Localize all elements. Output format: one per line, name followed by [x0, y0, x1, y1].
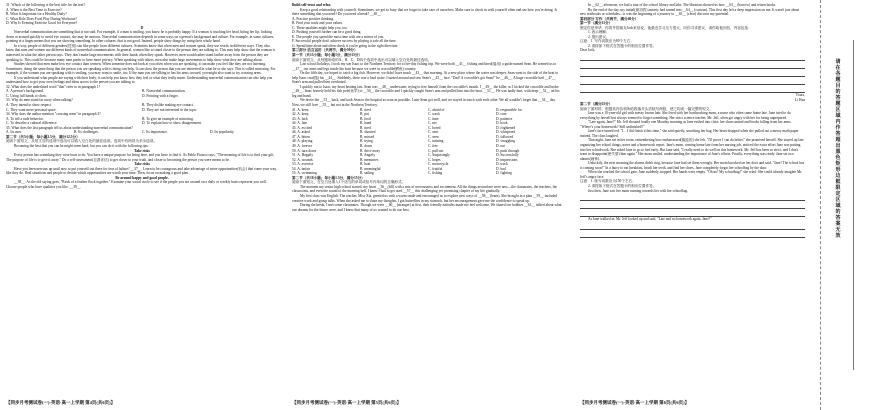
- cloze-option: B. memories: [360, 157, 379, 162]
- cloze-option: C. time: [428, 116, 439, 121]
- option: D. Why Is Evening Exercise Good for Everyone?: [6, 21, 78, 26]
- cloze-option: 51. A. Happily: [292, 153, 314, 158]
- cloze-option: D. out: [496, 143, 505, 148]
- option: E. The people you spend the most time with are a mirror of you.: [292, 34, 385, 39]
- cloze-option: C. sent: [428, 130, 438, 135]
- writing-line[interactable]: [580, 222, 805, 230]
- cloze-option: C. pull out: [428, 148, 444, 153]
- cloze-option: D. cure: [496, 112, 507, 117]
- column-3: [580, 3, 805, 238]
- paragraph: Have you been nervous up until now to put yourself out there for fear of failure? __37__. Learn to be courageous and take advantage of more opportunities(机会) that come your way, like they do. Real situations and people to decide which opportunities are worth your time. Then, focus on making a good plan.: [6, 166, 277, 176]
- option: B. Find your track and your values.: [292, 21, 343, 26]
- question-32: 32. What does the underlined word "that" refer to in paragraph 1?: [6, 84, 101, 89]
- signature: Li Hua: [794, 97, 805, 102]
- section-heading: 第一节（满分15分）: [580, 21, 613, 26]
- continuation-prompt: As Jane walked in, Mr. Jeff looked up and said, "Late and no homework again, Jane?": [588, 217, 712, 222]
- cloze-option: 43. A. luck: [292, 116, 308, 121]
- cloze-option: 47. A. bitten: [292, 134, 310, 139]
- cloze-option: D. fighting: [496, 171, 512, 176]
- paragraph: "Late again, Jane?" Mr. Jeff shouted loudly one Monday morning as Jane rushed into class: her shoes untied and books falling from her arms. "Where's your homework? Still unfinished?": [580, 120, 792, 129]
- column-2: [292, 3, 564, 212]
- cloze-option: C. net: [428, 121, 437, 126]
- options-34: A. To tell a rude behavior. B. To give an example of mirroring. C. To describe a cultural difference. D. To explain how to show disagreement.: [6, 116, 202, 126]
- writing-line[interactable]: [580, 85, 805, 93]
- cloze-option: 55. A. swimming: [292, 171, 317, 176]
- writing-line[interactable]: [580, 61, 805, 69]
- paragraph: Unluckily, the next morning the alarms didn't ring, because Jane had set them wrongly. Her mom knocked on her door and said, "Jane! The school bus is coming soon!" In a hurry to eat breakfast, brush her teeth, and find her shoes, Jane completely forgot her schoolbag by the door.: [580, 161, 805, 170]
- paragraph: I quickly ran to Isaac, my heart beating fast. Sean was __48__ underwater, trying to free himself from the crocodile's mouth. I __49__ the killer, so I kicked the crocodile and broke __49__. Isaac bravely held his fish pole(鱼竿) to __50__ the crocodile and I quickly caught Sean's arm and pulled him into the boat. __51__. He was badly hurt, with deep __52__ on his leg and hand.: [292, 84, 560, 98]
- continuation-prompt: Just then, Jane saw her mom running towards her with her schoolbag.: [588, 188, 689, 193]
- cloze-option: B. drive away: [360, 148, 381, 153]
- instructions: 假定你是李华，你的外国朋友Jack来信说，他最近学习压力很大，向你寻求建议，请你给他回信，内容包括：: [580, 25, 752, 30]
- cloze-option: B. hand: [360, 121, 372, 126]
- section-heading: 第二节（共10小题；每小题1.5分，满分15分）: [292, 175, 365, 180]
- margin-notice: 请在各题目的答题区域内作答超出黑色矩形边框限定区域的答案无效: [835, 60, 841, 239]
- cloze-option: D. followed: [496, 134, 514, 139]
- cloze-option: B. put: [360, 112, 369, 117]
- cloze-option: C. motorcycle: [428, 162, 449, 167]
- cloze-option: 49. A. forever: [292, 143, 312, 148]
- paragraph: We drove the __53__ back, and took Sean to the hospital as soon as possible. Later Sean got well, and we stayed in touch with each other. We all wouldn't forget that __54__ day. Now, we still love __55__ but not in the Northern Territory.: [292, 98, 556, 108]
- cloze-option: B. boat: [360, 162, 371, 167]
- instructions: 阅读下面短文，从每题所给的A、B、C、D四个选项中选出可以填入空白处的最佳选项。: [292, 57, 432, 62]
- part-heading: 第三部分 语言运用（共两节，满分30分）: [292, 48, 358, 53]
- paragraph: My first class was English. The teacher, Miss Xia, greeted us with a warm smile and encouraged us to explore new ways of __58__ (learn). She brought in a plan __59__ included creative work and group talks. When she asked me to share my thoughts, I got butterflies in my stomach, but her encouragement gave me the confidence to speak up.: [292, 193, 557, 203]
- cloze-option: B. tired: [360, 125, 371, 130]
- column-1: [6, 3, 278, 189]
- page-footer: 【同步月考测试卷(一)·英语·高一上学期 第5页(共6页)】: [292, 400, 402, 405]
- passage-label: D: [140, 25, 144, 30]
- subheading: Be around happy and good people.: [115, 175, 169, 180]
- option: B. What Is Important for a Healthy Daily?: [6, 12, 67, 17]
- paragraph: In a way, people of different genders(性别) can like people from different cultures. Scientists know that when men and women speak, they use words in different ways. They also know that men and women use different kinds of nonverbal communication. In general, women like to stand closer to the person they are talking to. This may help show that the woman is interested in what the other person says. They don't make large movements with their hands when they speak. However, men would rather stand farther away from the person they are speaking to. This could be because many men prefer to have more privacy. When speaking with others, men also make large movements to help show what they are talking about.: [6, 43, 276, 62]
- cloze-option: B. sailing: [360, 171, 374, 176]
- cloze-option: D. responsible for: [496, 107, 522, 112]
- cloze-option: 42. A. keep: [292, 112, 309, 117]
- closing: Yours,: [795, 93, 805, 98]
- answer-sheet-margin: [820, 0, 870, 410]
- cloze-option: C. hopes: [428, 157, 441, 162]
- section-heading: 第二节（满分25分）: [580, 102, 613, 107]
- cloze-option: D. impressions: [496, 157, 518, 162]
- paragraph: Studies showed that men make less eye contact than women. When someone does not look at you often when you are speaking, it can make you feel like they are not listening. Sometimes, doing the same thing that the person you are speaking with is doing can help. It can show the person that you are interested in what he or she says. This is called mirroring. For example, if the woman you are speaking with is smiling, you may want to smile, too. If the man you are talking to has his arms crossed, you might also want to try crossing arms.: [6, 62, 276, 76]
- option: C. These qualities might help you, too.: [292, 25, 348, 30]
- option: C. What Role Does Food Play During Workouts?: [6, 16, 77, 21]
- cloze-option: C. bored: [428, 125, 441, 130]
- cloze-option: C. fishing: [428, 171, 443, 176]
- option: A. Practice positive thinking.: [292, 16, 335, 21]
- cloze-option: D. whispered: [496, 130, 516, 135]
- page-footer: 【同步月考测试卷(一)·英语·高一上学期 第6页(共6页)】: [580, 400, 690, 405]
- cloze-option: B. missed: [360, 134, 375, 139]
- paragraph: By the end of the day, my initial(最初的) anxiety had turned into __64__ (curious). This first day left a deep impression on me. It wasn't just about new textbooks or schedules—it was the beginning of a journey to __65__ (clear) discover my potential.: [580, 7, 800, 17]
- paragraph: Last school holidays, I took my son Isaac to the Northern Territory for a five-day fishing trip. We were both __41__ fishing and hired(雇用) a guide named Sean. He warned us to __47__ our arms and legs inside the boat because we were in crocodile(鳄鱼) country.: [292, 62, 557, 71]
- cloze-option: B. Angrily: [360, 153, 376, 158]
- writing-line[interactable]: [580, 201, 805, 209]
- cloze-option: 44. A. line: [292, 121, 307, 126]
- section-heading: 第二节（共5小题；每小题2.5分，满分12.5分）: [6, 134, 80, 139]
- subheading: Take risks: [134, 148, 150, 153]
- cloze-option: C. free: [428, 143, 438, 148]
- option: G. Spend time alone and often check if you're going in the right direction.: [292, 43, 399, 48]
- notes: 2. 请按如下格式在答题卡的相应位置作答。: [588, 43, 657, 48]
- cloze-option: B. food: [360, 116, 371, 121]
- cloze-option: D. truck: [496, 162, 508, 167]
- instructions: 阅读下面短文，在空白处填入1个适当的单词或括号内单词的正确形式。: [292, 180, 406, 185]
- writing-line[interactable]: [580, 77, 805, 85]
- part-heading: 第四部分 写作（共两节，满分40分）: [580, 16, 639, 21]
- writing-line[interactable]: [580, 209, 805, 217]
- paragraph: __38__. As the old saying goes, "Birds of a feather flock together." Examine your social circle to see if the people you are around on a daily or weekly basis represent you well. Choose people who have qualities you like. __39__.: [6, 180, 267, 189]
- cloze-option: 41. A. keen: [292, 107, 309, 112]
- cloze-option: 45. A. excited: [292, 125, 312, 130]
- paragraph: Nonverbal communication are something that is not said. For example, if a man is smiling, you know he is probably happy. If a woman is touching her head, biting her lip, looking down or around quickly to avoid eye contact, she may be anxious. Nonverbal communication depends in some ways on a person's background and culture. For example, in some cultures, pointing at a finger means that you are showing something. In other cultures, that is not good. Instead, people show things by using their whole hand.: [6, 30, 275, 44]
- cloze-option: B. shouted: [360, 130, 376, 135]
- cloze-option: B. trying: [360, 139, 373, 144]
- cloze-option: D. push through: [496, 148, 520, 153]
- writing-line[interactable]: [580, 69, 805, 77]
- writing-line[interactable]: [580, 230, 805, 238]
- options-33: A. They intend to show respect. B. They dislike making eye contact. C. They want more personal space. D. They are not interested in the topic.: [6, 103, 198, 112]
- cloze-option: C. fruitful: [428, 166, 443, 171]
- binding-line: [853, 40, 854, 370]
- cloze-option: B. tired: [360, 107, 371, 112]
- cloze-option: C. afraid of: [428, 107, 445, 112]
- cloze-option: D. bad: [496, 166, 506, 171]
- instructions: 阅读下面短文，从短文后的选项中选出可以填入空白处的最佳选项。选项中有两项为多余选项。: [6, 139, 157, 144]
- cloze-option: B. meaningful: [360, 166, 381, 171]
- paragraph: Every person has something they were born to do. You have a unique purpose for being here, and you have to find it. As Pablo Picasso says, "The meaning of life is to find your gift. The purpose of life is to give it away." Do a self-assessment(自我评估) to get closer to your truth, and closer to becoming the person you were meant to be.: [6, 153, 275, 162]
- paragraph: On the fifth day, we hoped to catch a big fish. However, we didn't have much __43__ that morning. At a new place where the water was deeper, Sean went to the side of the boat to help Isaac cast(抛) his __44__. Suddenly, there was a loud noise. I turned around and saw Sean's __45__ face. "Dad! A crocodile's got Sean!" he __46__. A huge crocodile had __47__ Sean's arm and pulled him overboard.: [292, 71, 559, 85]
- options-32: A. A person's background. B. Nonverbal communication. C. Using full hands to show. D. Pointing with a finger.: [6, 89, 186, 98]
- cloze-option: 48. A. playing: [292, 139, 313, 144]
- point: 2. 提出建议。: [588, 34, 610, 39]
- page-footer: 【同步月考测试卷(一)·英语·高一上学期 第4页(共6页)】: [6, 400, 116, 405]
- cloze-option: D. Successfully: [496, 153, 519, 158]
- paragraph: That night, Jane sat in her room, remembering how embarrassed(尴尬的) she felt. "I'll prove I can do better," she promised herself. She stayed up late organizing her school things, notes and a homework report. Jane's mom, coming home late from her nursing job, noticed the extra effort Jane was putting into her schoolwork. She asked Jane to go to bed early. But Jane said, "I really need to do well on this homework. Mr. Jeff has been so strict, and I don't want to disappoint(使失望) him again." Her mom smiled, understanding the importance of Jane's efforts. Finally, everything was ready. Jane set two alarms(闹钟).: [580, 138, 804, 161]
- paragraph: If you understand what people are saying with their body, it can help you know how they feel or what they really mean. Understanding nonverbal communication can also help you understand how to get your own feelings and ideas across to the person you are talking to.: [6, 75, 273, 85]
- cloze-option: B. down: [360, 143, 373, 148]
- writing-line[interactable]: [580, 193, 805, 201]
- section-heading: 第一节（共15小题；每小题1分，满分15分）: [292, 53, 363, 58]
- cloze-option: 50. A. turn down: [292, 148, 317, 153]
- cloze-option: C. wash: [428, 112, 440, 117]
- paragraph: Jane was a 10-year-old girl with messy brown hair. She lived with her hardworking mom, a nurse who often came home late. Jane tried to do everything by herself but always seemed to forget something. Her strict science teacher, Mr. Jeff, often got angry with her for being unprepared.: [580, 111, 791, 120]
- cloze-option: C. Surprisingly: [428, 153, 450, 158]
- cloze-option: D. hook: [496, 121, 508, 126]
- subheading: Take risks: [134, 162, 150, 167]
- cloze-option: 46. A. asked: [292, 130, 310, 135]
- notes: 注意：1. 写作词数应为80个左右；: [580, 39, 634, 44]
- cloze-option: D. frightened: [496, 125, 516, 130]
- cloze-option: C. seen: [428, 134, 439, 139]
- paragraph: When she reached the school gate, Jane suddenly stopped. Her hands were empty. "Oh no! My schoolbag!" she cried. She could already imagine Mr. Jeff's angry face.: [580, 170, 803, 179]
- paragraph: During the break, I met some classmates. Though we were __60__ (stranger) at first, their friendly attitudes made me feel welcome. We shared our hobbies __61__ talked about what our dreams for the future were, and I knew that many of us wanted to do our best.: [292, 203, 562, 212]
- paragraph: Becoming the best that you can be might seem hard, but you can do it with the following tips.: [14, 143, 149, 148]
- cloze-option: 54. A. unfair: [292, 166, 311, 171]
- notes: 2. 请按如下格式在答题卡的相应位置作答。: [588, 183, 657, 188]
- paragraph: Keep a good relationship with yourself. Sometimes, we get so busy that we forget to take care of ourselves. Make sure to check in with yourself often and see how you're doing. Is there something that you need? Do you need a break? __40__.: [292, 7, 558, 17]
- question-33: 33. Why do men stand far away when talking?: [6, 98, 73, 103]
- cloze-option: D. patience: [496, 116, 513, 121]
- instructions: 阅读下面材料，根据其内容和所给段落开头语续写两段，使之构成一篇完整的短文。: [580, 106, 713, 111]
- cloze-options: [292, 108, 564, 176]
- option: A. When is the Best Time to Exercise?: [6, 7, 62, 12]
- point: 1. 表示理解；: [588, 30, 610, 35]
- subheading: Build self-trust and relax.: [292, 3, 332, 7]
- option: D. Pushing yourself further can be a good thing.: [292, 30, 362, 35]
- paragraph: The moment my senior high school started, my heart __56__(fill) with a mix of nervousness and excitement. All the things around me were new—the classmates, the teachers, the classrooms, and even the sound of the morning bell. I knew I had to get used __57__ this challenging yet promising chapter of my life gradually.: [292, 184, 557, 194]
- question-34: 34. Why does the author mention "crossing arms" in paragraph 3?: [6, 112, 101, 117]
- option: F. Successful people don't achieve success by playing it safe all the time.: [292, 39, 397, 44]
- question-31: 31. Which of the following is the best title for the text?: [6, 3, 85, 7]
- question-35: 35. What does the last paragraph tell us about understanding nonverbal communication?: [6, 125, 133, 130]
- writing-line[interactable]: [580, 53, 805, 61]
- options-35: A. Its uses. B. Its challenges. C. Its importance. D. Its popularity.: [6, 130, 235, 135]
- paragraph: Jane's face turned red. "I... I did finish it this time," she said quietly, searching her bag. Her heart dropped when she pulled out a messy math paper instead. The class laughed.: [580, 129, 799, 138]
- cloze-option: D. struggling: [496, 139, 515, 144]
- cloze-option: C. training: [428, 139, 444, 144]
- salutation: Dear Jack,: [580, 48, 596, 53]
- notes: 注意：1. 续写词数应为150个左右；: [580, 179, 636, 184]
- cloze-option: 53. A. exercise: [292, 162, 314, 167]
- paragraph: In __62__ afternoon, we had a tour of the school library and labs. The librarian showed us how __63__ (borrow) and return books.: [588, 3, 777, 7]
- cloze-option: 52. A. wounds: [292, 157, 313, 162]
